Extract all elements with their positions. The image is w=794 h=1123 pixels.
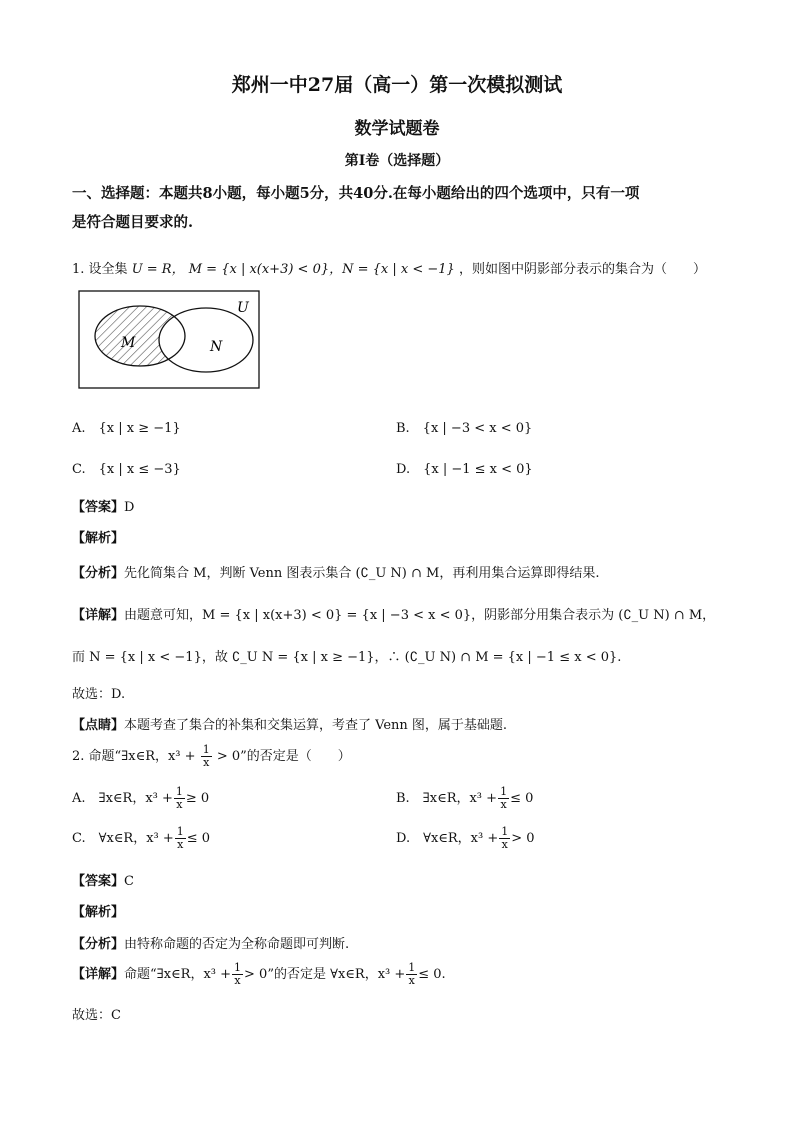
label-u: U — [237, 300, 249, 316]
q2-option-a: A. ∃x∈R，x³ + $\frac{1}{x}$ ≥ 0 — [72, 785, 210, 811]
fenxi-text: 先化简集合 M，判断 Venn 图表示集合 (∁_U N) ∩ M，再利用集合运算即得结果. — [124, 566, 600, 581]
page-title: 郑州一中27届（高一）第一次模拟测试 — [231, 74, 563, 96]
answer-tag: 【答案】 — [72, 500, 125, 515]
q1-universal-set: U = R， — [131, 262, 185, 277]
paper-subtitle: 数学试题卷 — [354, 119, 440, 139]
q1-stem — [72, 258, 706, 277]
q1-answer — [72, 496, 134, 515]
q2-stem-pre: 2. 命题“∃x∈R，x³ + — [72, 749, 196, 764]
fenxi-tag: 【分析】 — [72, 566, 125, 581]
q2-option-d: D. ∀x∈R，x³ + $\frac{1}{x}$ > 0 — [396, 825, 535, 851]
q1-analysis-heading: 【解析】 — [72, 531, 125, 546]
label-m: M — [121, 335, 136, 351]
section-instruction-line1: 一、选择题：本题共8小题，每小题5分，共40分.在每小题给出的四个选项中，只有一项 — [72, 185, 640, 202]
q1-note — [72, 714, 507, 733]
q2-conclusion: 故选：C — [72, 1008, 121, 1023]
venn-diagram — [78, 290, 260, 390]
label-n: N — [210, 339, 223, 355]
q2-analysis-heading: 【解析】 — [72, 905, 125, 920]
q2-option-c: C. ∀x∈R，x³ + $\frac{1}{x}$ ≤ 0 — [72, 825, 211, 851]
q1-option-d: D. {x | −1 ≤ x < 0} — [396, 462, 533, 477]
q1-option-c: C. {x | x ≤ −3} — [72, 462, 181, 477]
q2-option-b: B. ∃x∈R，x³ + $\frac{1}{x}$ ≤ 0 — [396, 785, 534, 811]
xiangjie-text: 由题意可知，M = {x | x(x+3) < 0} = {x | −3 < x < 0}，阴影部分用集合表示为 (∁_U N) ∩ M， — [124, 608, 716, 623]
q2-stem-post: > 0”的否定是（ ） — [216, 749, 351, 764]
q1-xiangjie-line1 — [72, 604, 715, 623]
part-heading: 第I卷（选择题） — [344, 153, 450, 169]
q1-option-a: A. {x | x ≥ −1} — [72, 421, 181, 436]
answer-value: D — [124, 500, 135, 515]
q2-fenxi: 【分析】由特称命题的否定为全称命题即可判断. — [72, 937, 350, 952]
shaded-region — [78, 290, 260, 390]
q1-set-definitions: M = {x | x(x+3) < 0}，N = {x | x < −1} — [188, 262, 455, 277]
q2-answer: 【答案】C — [72, 874, 134, 889]
q1-question-tail: ，则如图中阴影部分表示的集合为（ ） — [458, 262, 706, 277]
q1-option-b: B. {x | −3 < x < 0} — [396, 421, 533, 436]
q1-fenxi — [72, 562, 599, 581]
q1-number: 1. 设全集 — [72, 262, 128, 277]
fraction: $\frac{1}{x}$ — [202, 743, 210, 769]
q2-xiangjie: 【详解】命题“∃x∈R，x³ + $\frac{1}{x}$ > 0”的否定是 ∀x∈R，x³ + $\frac{1}{x}$ ≤ 0. — [72, 961, 446, 987]
xiangjie-tag: 【详解】 — [72, 608, 125, 623]
dianjing-tag: 【点睛】 — [72, 718, 125, 733]
section-instruction-line2: 是符合题目要求的. — [72, 214, 194, 231]
q1-conclusion: 故选：D. — [72, 687, 126, 702]
q1-xiangjie-line2: 而 N = {x | x < −1}，故 ∁_U N = {x | x ≥ −1}，∴ (∁_U N) ∩ M = {x | −1 ≤ x < 0}. — [72, 650, 622, 665]
dianjing-text: 本题考查了集合的补集和交集运算，考查了 Venn 图，属于基础题. — [124, 718, 508, 733]
q2-stem — [72, 744, 351, 769]
